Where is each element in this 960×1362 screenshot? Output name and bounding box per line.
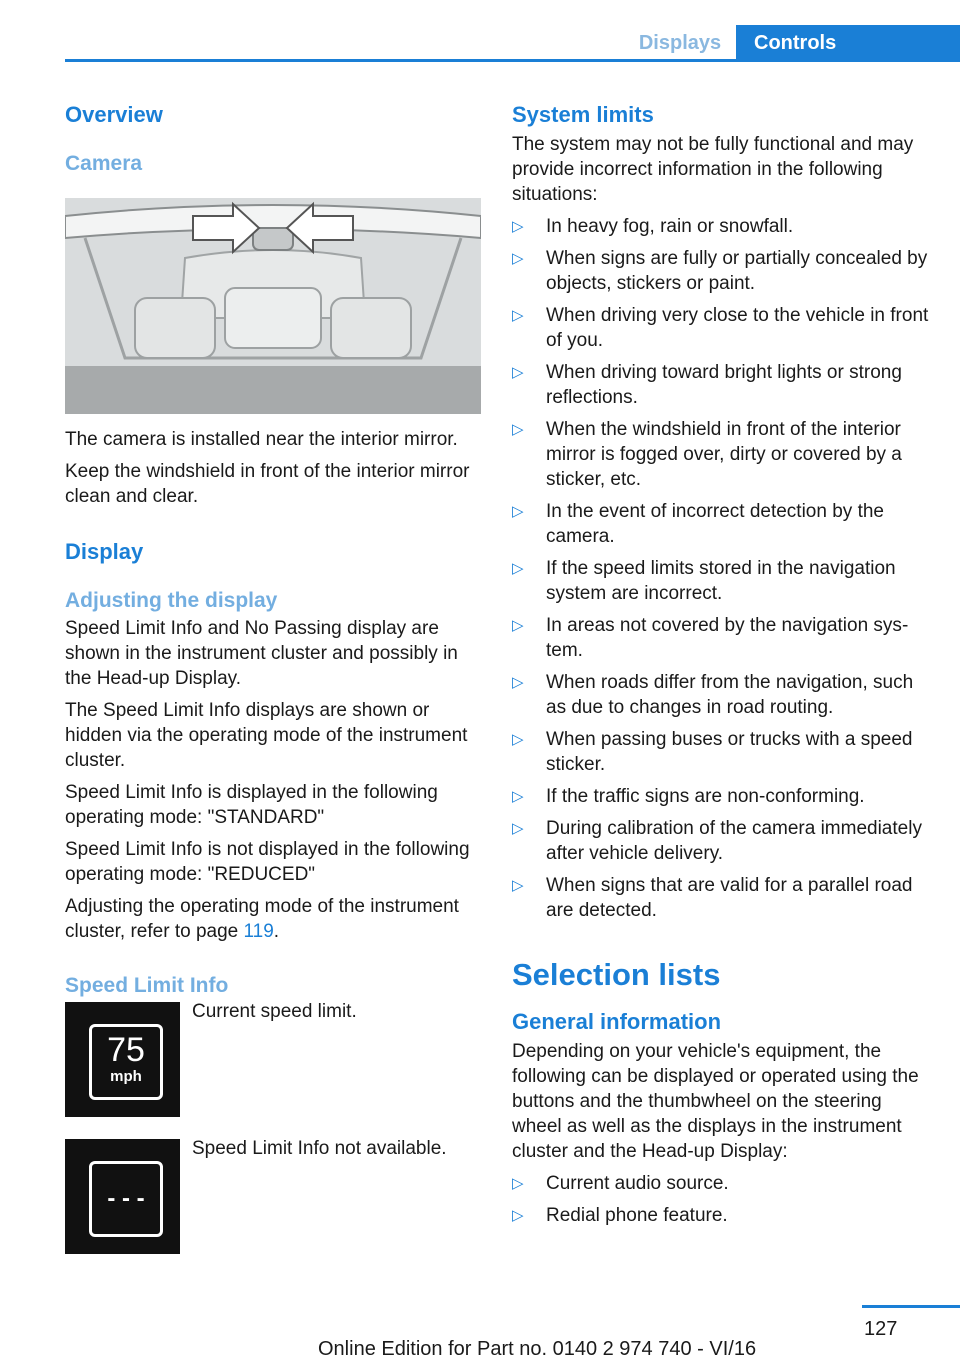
speed-sign-2-text: Speed Limit Info not available.	[192, 1138, 447, 1159]
list-item-text: During calibration of the camera immediately after vehicle delivery.	[546, 818, 922, 864]
list-item	[512, 214, 932, 239]
list-item-text: If the speed limits stored in the navigation system are incorrect.	[546, 558, 896, 604]
footer-rule	[862, 1305, 960, 1308]
triangle-bullet-icon: ▷	[512, 364, 524, 381]
list-item	[512, 613, 932, 663]
page-number: 127	[864, 1318, 898, 1340]
display-heading: Display	[65, 539, 144, 564]
header-rule	[65, 59, 960, 62]
triangle-bullet-icon: ▷	[512, 250, 524, 267]
list-item-text: When signs are fully or partially concealed by objects, stickers or paint.	[546, 248, 928, 294]
speed-sign-frame-2	[89, 1161, 163, 1237]
adjusting-paragraph-5	[65, 894, 483, 944]
list-item-text: When driving toward bright lights or strong reflections.	[546, 362, 902, 408]
adjusting-text-end: .	[273, 921, 280, 942]
general-information-list	[512, 1171, 932, 1228]
triangle-bullet-icon: ▷	[512, 307, 524, 324]
speed-sign-row-1	[65, 1002, 483, 1117]
adjusting-paragraph-2: The Speed Limit Info displays are shown or hidden via the operating mode of the instrument cluster.	[65, 700, 468, 771]
page-link[interactable]: 119	[243, 921, 274, 942]
list-item	[512, 303, 932, 353]
triangle-bullet-icon: ▷	[512, 1207, 524, 1224]
list-item-text: Current audio source.	[546, 1173, 729, 1194]
general-information-paragraph: Depending on your vehicle's equipment, the following can be displayed or operated using the buttons and the thumbwheel on the steering wheel as well as the displays in the instrument cluster and the Head-up Display:	[512, 1041, 919, 1162]
list-item	[512, 499, 932, 549]
speed-limit-sign-icon	[65, 1002, 180, 1117]
list-item-text: If the traffic signs are non-conforming.	[546, 786, 865, 807]
speed-limit-heading: Speed Limit Info	[65, 974, 229, 997]
list-item-text: Redial phone feature.	[546, 1205, 728, 1226]
list-item-text: In areas not covered by the navigation system.	[546, 615, 909, 661]
list-item-text: When passing buses or trucks with a speed sticker.	[546, 729, 913, 775]
speed-sign-1-text: Current speed limit.	[192, 1001, 357, 1022]
system-limits-list	[512, 214, 932, 923]
list-item	[512, 556, 932, 606]
speed-sign-unit: mph	[110, 1068, 142, 1085]
list-item-text: When roads differ from the navigation, such as due to changes in road routing.	[546, 672, 914, 718]
speed-sign-number: 75	[107, 1031, 145, 1069]
list-item	[512, 246, 932, 296]
right-column	[512, 100, 932, 1235]
list-item	[512, 816, 932, 866]
camera-paragraph-2: Keep the windshield in front of the interior mirror clean and clear.	[65, 461, 470, 507]
adjusting-text: Adjusting the operating mode of the instrument cluster, refer to page	[65, 896, 459, 942]
general-information-heading: General information	[512, 1009, 722, 1034]
triangle-bullet-icon: ▷	[512, 820, 524, 837]
triangle-bullet-icon: ▷	[512, 877, 524, 894]
left-column	[65, 100, 483, 1254]
list-item-text: In the event of incorrect detection by the camera.	[546, 501, 884, 547]
list-item	[512, 670, 932, 720]
list-item	[512, 1203, 932, 1228]
speed-limit-unavailable-icon	[65, 1139, 180, 1254]
header-chapter-tab: Controls	[736, 25, 960, 60]
adjusting-paragraph-4: Speed Limit Info is not displayed in the following operating mode: "REDUCED"	[65, 839, 470, 885]
triangle-bullet-icon: ▷	[512, 560, 524, 577]
list-item	[512, 784, 932, 809]
triangle-bullet-icon: ▷	[512, 503, 524, 520]
list-item	[512, 1171, 932, 1196]
list-item	[512, 873, 932, 923]
adjusting-paragraph-3: Speed Limit Info is displayed in the following operating mode: "STANDARD"	[65, 782, 438, 828]
speed-sign-frame	[89, 1024, 163, 1100]
triangle-bullet-icon: ▷	[512, 731, 524, 748]
list-item	[512, 360, 932, 410]
list-item-text: When signs that are valid for a parallel road are detected.	[546, 875, 913, 921]
triangle-bullet-icon: ▷	[512, 421, 524, 438]
adjusting-heading: Adjusting the display	[65, 589, 278, 612]
list-item-text: When driving very close to the vehicle in front of you.	[546, 305, 929, 351]
system-limits-intro: The system may not be fully functional and may provide incorrect information in the following situations:	[512, 134, 914, 205]
camera-heading: Camera	[65, 152, 143, 175]
header-section-label: Displays	[638, 32, 722, 54]
car-interior-image	[65, 198, 481, 414]
list-item-text: When the windshield in front of the interior mirror is fogged over, dirty or covered by a sticker, etc.	[546, 419, 902, 490]
triangle-bullet-icon: ▷	[512, 617, 524, 634]
speed-sign-dashes: - - -	[107, 1185, 145, 1212]
camera-illustration	[65, 198, 483, 414]
overview-heading: Overview	[65, 102, 163, 127]
edition-footer: Online Edition for Part no. 0140 2 974 740 - VI/16	[318, 1338, 757, 1360]
list-item-text: In heavy fog, rain or snowfall.	[546, 216, 794, 237]
triangle-bullet-icon: ▷	[512, 788, 524, 805]
system-limits-heading: System limits	[512, 102, 654, 127]
adjusting-paragraph-1: Speed Limit Info and No Passing display are shown in the instrument cluster and possibly in the Head-up Display.	[65, 618, 458, 689]
speed-sign-row-2	[65, 1139, 483, 1254]
triangle-bullet-icon: ▷	[512, 1175, 524, 1192]
selection-lists-heading: Selection lists	[512, 957, 721, 992]
triangle-bullet-icon: ▷	[512, 674, 524, 691]
list-item	[512, 727, 932, 777]
triangle-bullet-icon: ▷	[512, 218, 524, 235]
list-item	[512, 417, 932, 492]
camera-paragraph-1: The camera is installed near the interior mirror.	[65, 429, 458, 450]
